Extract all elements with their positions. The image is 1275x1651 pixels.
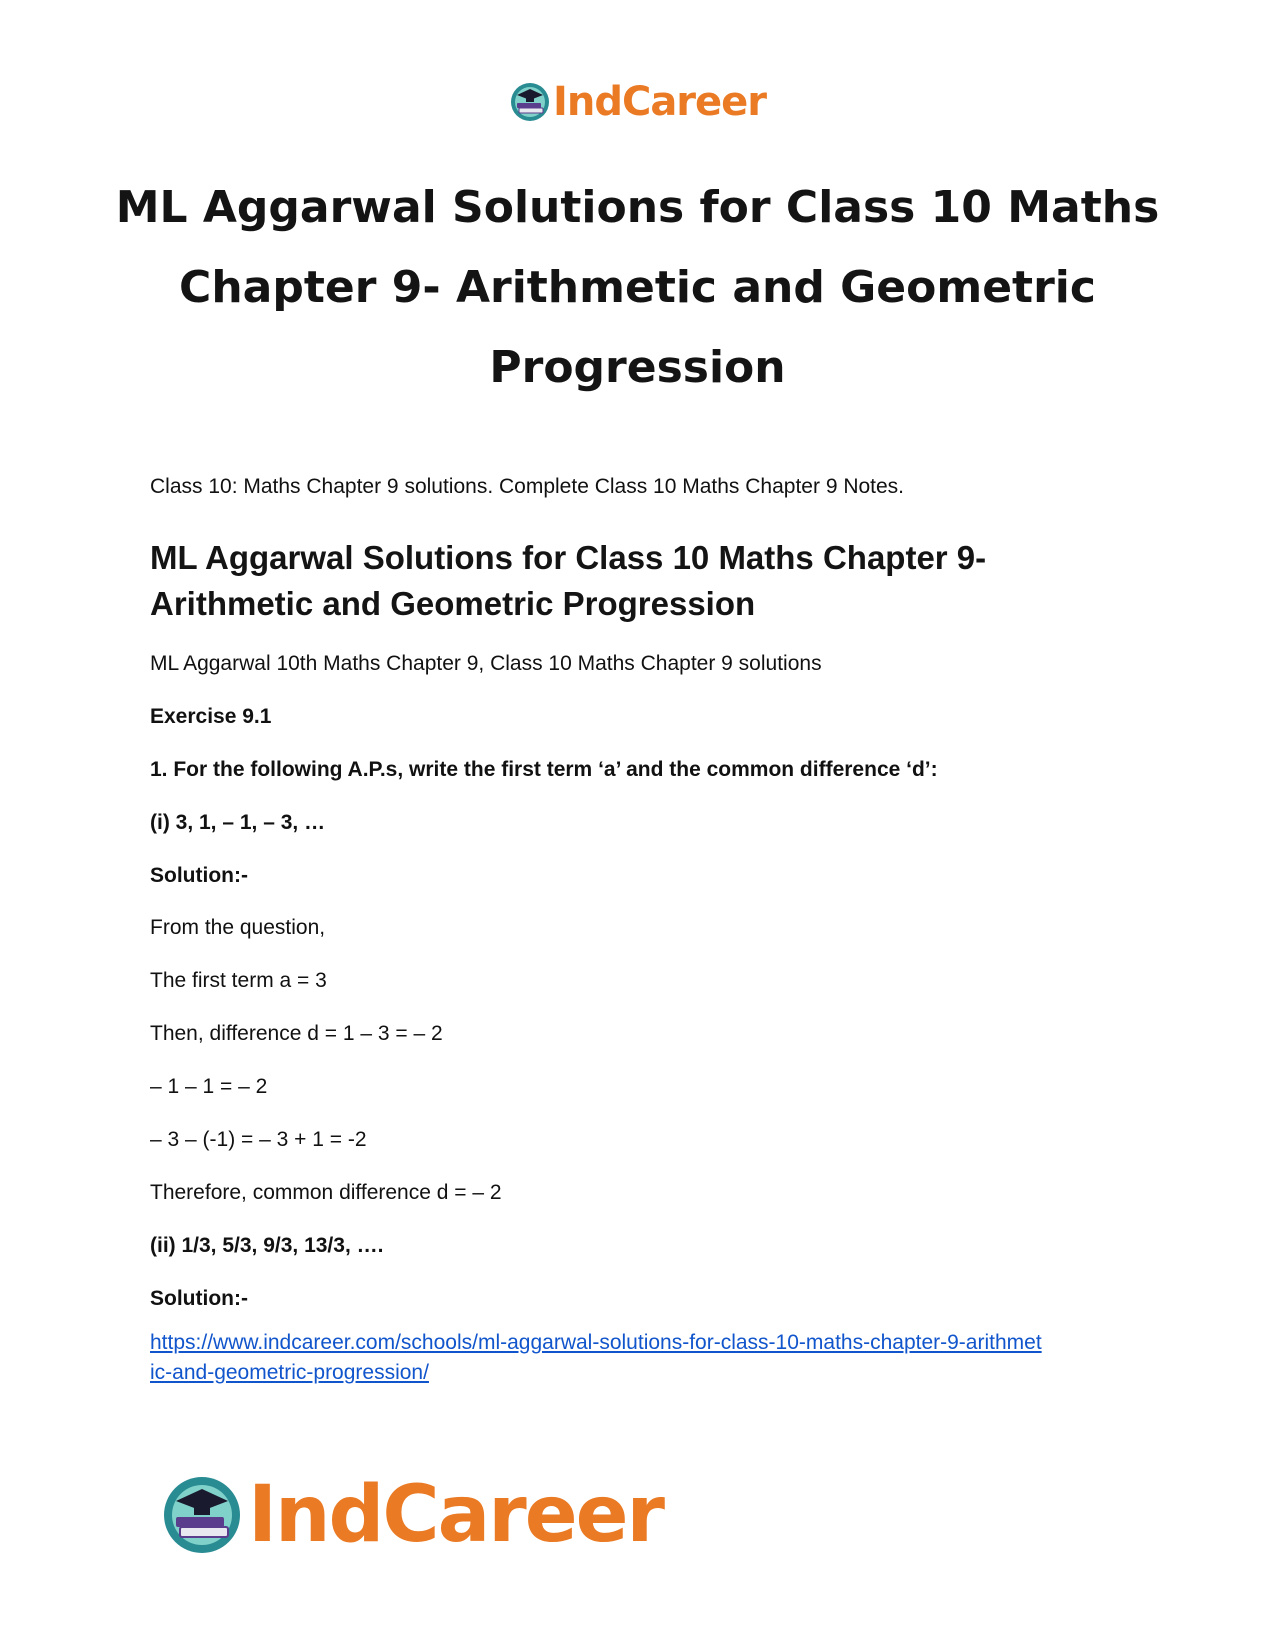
part-i-text: (i) 3, 1, – 1, – 3, … (150, 811, 326, 834)
solution-line: – 3 – (-1) = – 3 + 1 = -2 (150, 1128, 367, 1151)
solution-line: – 1 – 1 = – 2 (150, 1075, 268, 1098)
source-link[interactable] (150, 1328, 1150, 1388)
part-ii-text: (ii) 1/3, 5/3, 9/3, 13/3, …. (150, 1234, 384, 1257)
subtitle-text: ML Aggarwal 10th Maths Chapter 9, Class 10 Maths Chapter 9 solutions (150, 652, 822, 675)
solution-line: The first term a = 3 (150, 969, 327, 992)
footer-logo (160, 1470, 663, 1560)
page-title (100, 168, 1175, 408)
solution-line: Therefore, common difference d = – 2 (150, 1181, 502, 1204)
title-line: Chapter 9- Arithmetic and Geometric (179, 262, 1096, 313)
question-text: 1. For the following A.P.s, write the first term ‘a’ and the common difference ‘d’: (150, 758, 938, 781)
graduation-cap-books-icon (509, 81, 551, 123)
solution-label: Solution:- (150, 864, 248, 887)
section-heading-line: ML Aggarwal Solutions for Class 10 Maths Chapter 9- (150, 539, 987, 576)
header-logo (0, 78, 1275, 126)
title-line: ML Aggarwal Solutions for Class 10 Maths (115, 182, 1160, 233)
solution-line: From the question, (150, 916, 326, 939)
section-heading-line: Arithmetic and Geometric Progression (150, 585, 756, 622)
solution-label: Solution:- (150, 1287, 248, 1310)
source-link-line: ic-and-geometric-progression/ (150, 1361, 429, 1384)
logo-text: IndCareer (248, 1470, 663, 1560)
graduation-cap-books-icon (160, 1473, 244, 1557)
intro-text: Class 10: Maths Chapter 9 solutions. Complete Class 10 Maths Chapter 9 Notes. (150, 475, 905, 498)
exercise-heading: Exercise 9.1 (150, 705, 272, 728)
solution-line: Then, difference d = 1 – 3 = – 2 (150, 1022, 443, 1045)
source-link-line: https://www.indcareer.com/schools/ml-aggarwal-solutions-for-class-10-maths-chapter-9-arithmet (150, 1331, 1042, 1354)
logo-text: IndCareer (552, 79, 767, 125)
title-line: Progression (489, 342, 786, 393)
